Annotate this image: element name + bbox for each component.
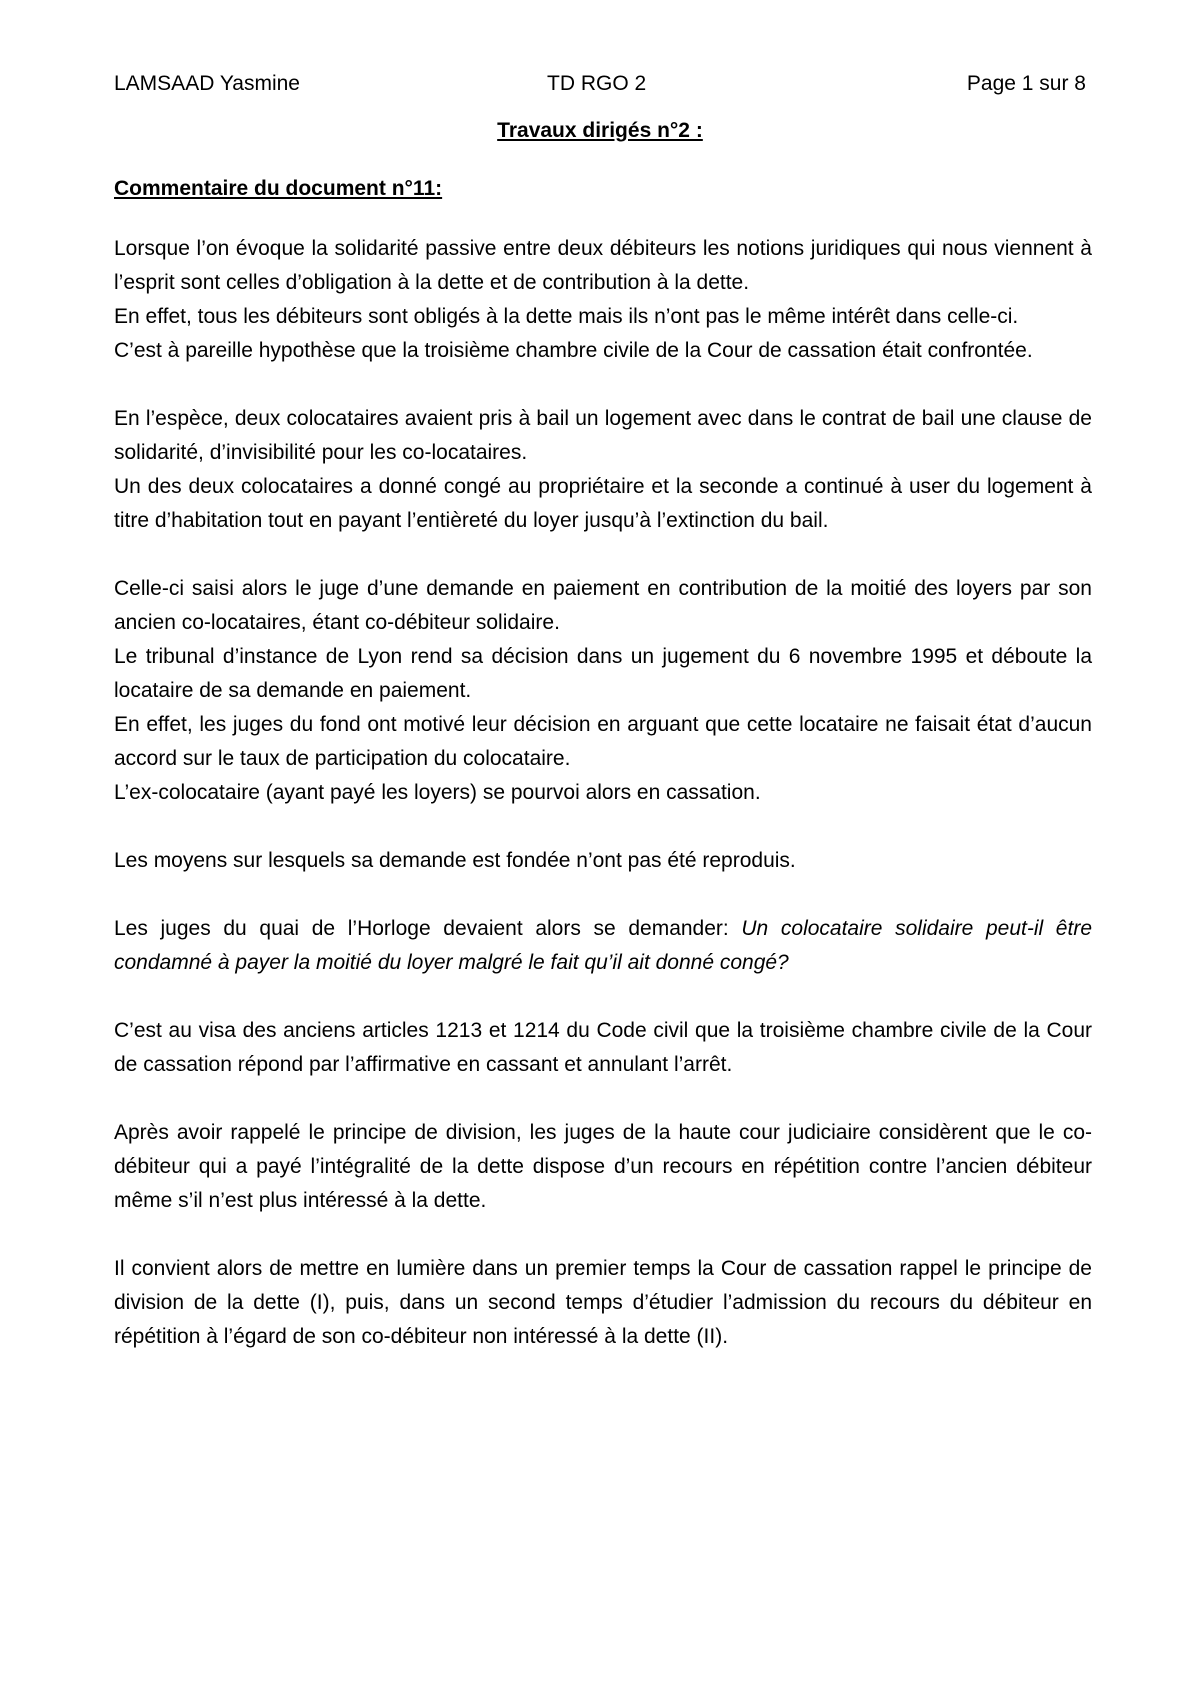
problem-intro: Les juges du quai de l’Horloge devaient alors se demander: [114,917,742,940]
document-title: Travaux dirigés n°2 : [497,119,703,142]
header-page-number: Page 1 sur 8 [966,72,1086,95]
paragraph: C’est au visa des anciens articles 1213 et 1214 du Code civil que la troisième chambre civile de la Cour de cassation répond par l’affirmative en cassant et annulant l’arrêt. [114,1019,1092,1076]
paragraph: En l’espèce, deux colocataires avaient pris à bail un logement avec dans le contrat de bail une clause de solidarité, d’invisibilité pour les co-locataires. [114,407,1092,464]
paragraph: Après avoir rappelé le principe de division, les juges de la haute cour judiciaire considèrent que le co-débiteur qui a payé l’intégralité de la dette dispose d’un recours en répétition contre l’ancien débiteur même s’il n’est plus intéressé à la dette. [114,1121,1092,1212]
paragraph: C’est à pareille hypothèse que la troisième chambre civile de la Cour de cassation était confrontée. [114,339,1033,362]
header-author: LAMSAAD Yasmine [114,72,300,95]
paragraph: En effet, tous les débiteurs sont obligés à la dette mais ils n’ont pas le même intérêt dans celle-ci. [114,305,1019,328]
document-subtitle: Commentaire du document n°11: [114,177,443,200]
header-course: TD RGO 2 [547,72,647,95]
paragraph: Lorsque l’on évoque la solidarité passive entre deux débiteurs les notions juridiques qui nous viennent à l’esprit sont celles d’obligation à la dette et de contribution à la dette. [114,237,1092,294]
page-header [114,72,1086,102]
paragraph: Un des deux colocataires a donné congé au propriétaire et la seconde a continué à user du logement à titre d’habitation tout en payant l’entièreté du loyer jusqu’à l’extinction du bail. [114,475,1092,532]
paragraph: Il convient alors de mettre en lumière dans un premier temps la Cour de cassation rappel le principe de division de la dette (I), puis, dans un second temps d’étudier l’admission du recours du débiteur en répétition à l’égard de son co-débiteur non intéressé à la dette (II). [114,1257,1092,1348]
paragraph: L’ex-colocataire (ayant payé les loyers) se pourvoi alors en cassation. [114,781,761,804]
paragraph: En effet, les juges du fond ont motivé leur décision en arguant que cette locataire ne faisait état d’aucun accord sur le taux de participation du colocataire. [114,713,1092,770]
problem-paragraph [114,912,1092,980]
paragraph: Le tribunal d’instance de Lyon rend sa décision dans un jugement du 6 novembre 1995 et déboute la locataire de sa demande en paiement. [114,645,1092,702]
paragraph: Celle-ci saisi alors le juge d’une demande en paiement en contribution de la moitié des loyers par son ancien co-locataires, étant co-débiteur solidaire. [114,577,1092,634]
document-body [114,232,1092,1354]
paragraph: Les moyens sur lesquels sa demande est fondée n’ont pas été reproduis. [114,849,796,872]
legal-question: Un colocataire solidaire peut-il être condamné à payer la moitié du loyer malgré le fait qu’il ait donné congé? [114,917,1092,974]
